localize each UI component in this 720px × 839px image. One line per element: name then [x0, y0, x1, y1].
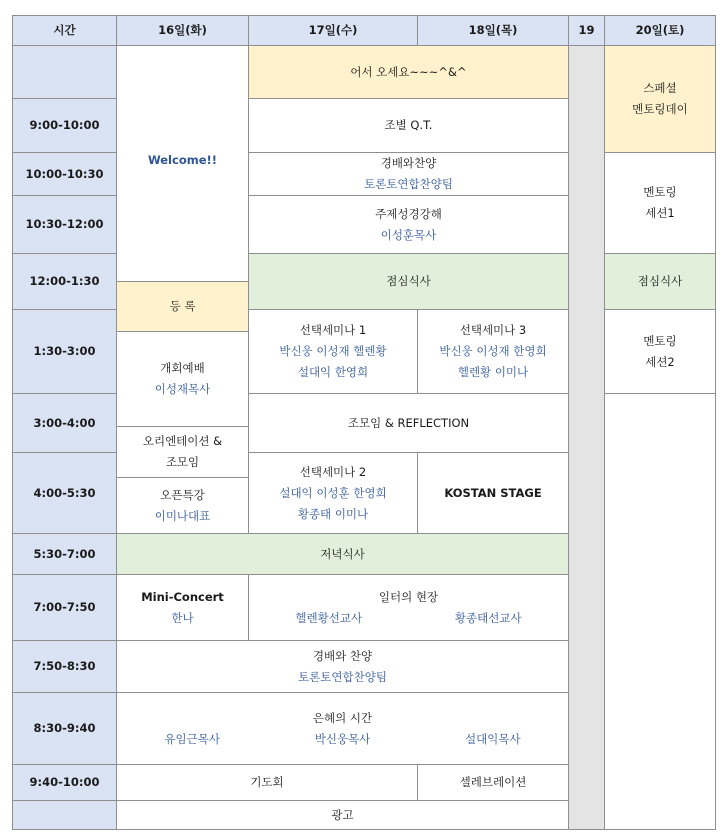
speaker-row [249, 608, 568, 629]
event-title: 오픈특강 [160, 487, 205, 502]
event-title: 경배와 찬양 [312, 648, 373, 663]
time-label: 1:30-3:00 [33, 344, 96, 358]
time-slot [12, 692, 117, 765]
event-speaker: 헬렌황 이미나 [457, 365, 529, 379]
event-speaker: 설대익 이성훈 한영희 [279, 485, 387, 500]
event-dinner [116, 533, 569, 575]
event-seminar-3 [417, 309, 569, 394]
event-speaker: 설대익 한영희 [297, 365, 369, 379]
time-slot [12, 45, 117, 99]
event-speaker: 이성재목사 [154, 382, 211, 396]
event-group-reflection [248, 393, 569, 453]
event-title: 조모임 [165, 455, 200, 469]
event-speaker: 헬렌황선교사 [295, 610, 363, 625]
speaker-row [117, 729, 568, 750]
event-special-mentoring-day [604, 45, 716, 153]
time-slot [12, 152, 117, 196]
header-day-19-label: 19 [578, 23, 595, 37]
event-title: 조별 Q.T. [384, 118, 433, 132]
event-theme-lecture [248, 195, 569, 254]
event-speaker: 박신웅 이성재 헬렌황 [279, 344, 387, 358]
time-label: 3:00-4:00 [33, 415, 96, 430]
event-speaker: 이성훈목사 [380, 227, 437, 242]
time-label: 7:00-7:50 [33, 600, 96, 614]
event-title: 점심식사 [637, 274, 683, 288]
time-slot [12, 452, 117, 534]
event-registration [116, 281, 249, 332]
header-day-20-label: 20일(토) [635, 23, 685, 37]
event-title: 개회예배 [160, 361, 205, 375]
event-title: 경배와찬양 [380, 156, 437, 170]
time-label: 7:50-8:30 [33, 659, 96, 673]
event-speaker: 박신웅 이성재 한영희 [439, 344, 547, 358]
event-speaker: 설대익목사 [465, 731, 521, 746]
event-title: 일터의 현장 [378, 589, 439, 604]
day-20-empty [604, 393, 716, 830]
event-evening-praise [116, 640, 569, 693]
event-speaker: 토론토연합찬양팀 [364, 177, 453, 191]
time-label: 10:00-10:30 [25, 166, 104, 181]
header-day-16-label: 16일(화) [158, 23, 207, 37]
event-title: 은혜의 시간 [312, 710, 373, 725]
event-speaker: 박신웅목사 [314, 731, 371, 746]
event-opening-worship [116, 331, 249, 427]
event-title: 멘토링데이 [632, 102, 688, 116]
event-seminar-1 [248, 309, 418, 394]
header-day-17 [248, 15, 418, 46]
event-title: 기도회 [250, 775, 284, 789]
event-title: 멘토링 [643, 185, 677, 199]
event-orientation [116, 426, 249, 478]
event-praise [248, 152, 569, 196]
event-speaker: 토론토연합찬양팀 [298, 669, 387, 684]
header-time-label: 시간 [53, 23, 76, 37]
registration-label: 등 록 [169, 299, 196, 313]
event-prayer-meeting [116, 764, 418, 801]
time-label: 12:00-1:30 [29, 274, 100, 288]
event-title: 선택세미나 3 [459, 323, 527, 337]
event-title: 선택세미나 1 [299, 323, 367, 337]
time-slot [12, 253, 117, 310]
event-title: 세션2 [645, 354, 675, 369]
header-day-19 [568, 15, 605, 46]
time-label: 4:00-5:30 [33, 485, 96, 500]
header-day-18-label: 18일(목) [468, 23, 518, 37]
event-speaker: 황종태선교사 [454, 610, 522, 625]
event-kostan-stage [417, 452, 569, 534]
event-mentoring-session-2 [604, 309, 716, 394]
event-title: 세션1 [645, 206, 675, 220]
event-arrival [248, 45, 569, 99]
event-speaker: 이미나대표 [154, 508, 211, 523]
event-lunch [248, 253, 569, 310]
event-title: 어서 오세요~~~^&^ [350, 64, 467, 79]
time-slot [12, 195, 117, 254]
time-slot [12, 98, 117, 153]
event-title: 조모임 & REFLECTION [347, 415, 470, 430]
header-day-16 [116, 15, 249, 46]
event-open-lecture [116, 477, 249, 534]
time-slot [12, 393, 117, 453]
event-seminar-2 [248, 452, 418, 534]
welcome-label: Welcome!! [147, 153, 217, 167]
time-slot [12, 764, 117, 801]
event-speaker: 한나 [171, 610, 194, 625]
time-slot [12, 309, 117, 394]
event-title: 선택세미나 2 [299, 464, 367, 479]
event-title: 점심식사 [386, 274, 431, 288]
event-title: KOSTAN STAGE [444, 485, 542, 500]
event-title: Mini-Concert [141, 589, 224, 604]
event-title: 스페셜 [643, 81, 677, 95]
time-label: 8:30-9:40 [33, 721, 96, 735]
time-slot [12, 574, 117, 641]
event-title: 셀레브레이션 [459, 775, 527, 789]
time-label: 9:00-10:00 [29, 118, 100, 132]
event-welcome [116, 45, 249, 282]
event-mini-concert [116, 574, 249, 641]
event-group-qt [248, 98, 569, 153]
event-title: 저녁식사 [320, 546, 365, 561]
time-label: 5:30-7:00 [33, 546, 96, 561]
event-title: 주제성경강해 [375, 206, 442, 221]
time-slot [12, 533, 117, 575]
event-celebration [417, 764, 569, 801]
event-lunch-day20 [604, 253, 716, 310]
event-title: 광고 [331, 807, 354, 822]
time-label: 10:30-12:00 [25, 217, 104, 231]
header-day-17-label: 17일(수) [308, 23, 358, 37]
header-time [12, 15, 117, 46]
time-label: 9:40-10:00 [29, 775, 100, 789]
header-day-18 [417, 15, 569, 46]
event-title: 멘토링 [643, 333, 677, 348]
event-mentoring-session-1 [604, 152, 716, 254]
event-speaker: 유임근목사 [164, 731, 220, 746]
event-grace-time [116, 692, 569, 765]
event-speaker: 황종태 이미나 [297, 506, 369, 521]
header-day-20 [604, 15, 716, 46]
day-19-column [568, 45, 605, 830]
event-workplace [248, 574, 569, 641]
event-title: 오리엔테이션 & [142, 434, 223, 448]
time-slot [12, 800, 117, 830]
time-slot [12, 640, 117, 693]
event-announcements [116, 800, 569, 830]
